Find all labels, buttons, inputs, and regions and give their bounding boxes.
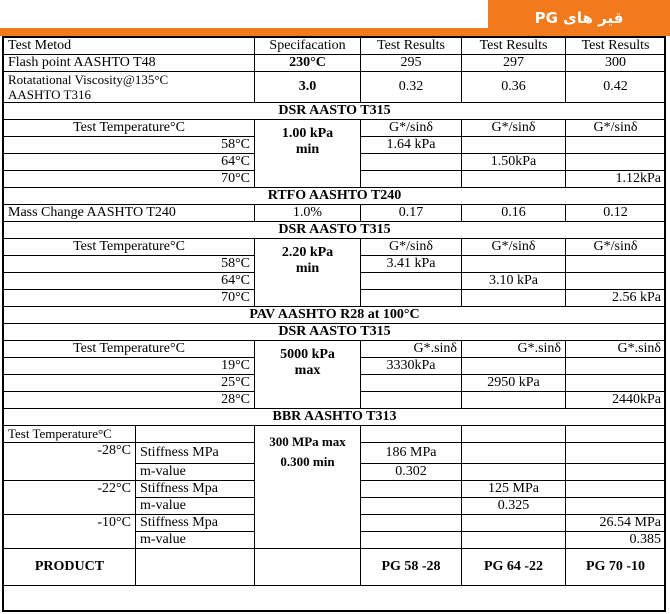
viscosity-result-3: 0.42 [566,72,666,103]
dsr1-value-3: 1.12kPa [566,171,666,188]
flash-point-result-3: 300 [566,55,666,72]
dsr2-param-3: G*/sinδ [566,239,666,256]
bbr-header-row [4,426,666,443]
col-result-3: Test Results [566,38,666,55]
dsr3-spec [255,341,361,409]
dsr3-value-3: 2440kPa [566,392,666,409]
bbr-stiffness-value-2: 125 MPa [462,481,566,498]
dsr2-value-3: 2.56 kPa [566,290,666,307]
column-header-row [4,38,666,55]
bbr-m-value-label-2: m-value [136,498,255,515]
rtfo-section-row [4,188,666,205]
dsr1-param-3: G*/sinδ [566,120,666,137]
bbr-m-value-2: 0.325 [462,498,566,515]
viscosity-label-line1: Rotatational Viscosity@135°C [8,72,169,87]
bbr-m-value-label-1: m-value [136,464,255,481]
viscosity-spec: 3.0 [255,72,361,103]
flash-point-label: Flash point AASHTO T48 [4,55,255,72]
mass-change-row [4,205,666,222]
dsr2-spec-qualifier: min [295,261,320,276]
bbr-m-value-spec: 0.300 min [280,454,335,469]
dsr2-spec-value: 2.20 kPa [281,245,334,260]
product-grade-3: PG 70 -10 [566,549,666,586]
dsr1-spec-qualifier: min [295,142,320,157]
col-result-2: Test Results [462,38,566,55]
viscosity-result-2: 0.36 [462,72,566,103]
dsr1-value-2: 1.50kPa [462,154,566,171]
viscosity-label [4,72,255,103]
dsr1-param-1: G*/sinδ [361,120,462,137]
dsr3-param-3: G*.sinδ [566,341,666,358]
bbr-section-title: BBR AASHTO T313 [4,409,666,426]
dsr1-value-1: 1.64 kPa [361,137,462,154]
dsr1-spec [255,120,361,188]
mass-change-result-3: 0.12 [566,205,666,222]
rtfo-section-title: RTFO AASHTO T240 [4,188,666,205]
flash-point-row [4,55,666,72]
dsr2-param-1: G*/sinδ [361,239,462,256]
dsr1-spec-value: 1.00 kPa [281,126,334,141]
dsr2-temp-3: 70°C [4,290,255,307]
mass-change-label: Mass Change AASHTO T240 [4,205,255,222]
dsr1-header-row [4,120,666,137]
dsr3-section-title: DSR AASTO T315 [4,324,666,341]
dsr2-temp-1: 58°C [4,256,255,273]
flash-point-result-1: 295 [361,55,462,72]
dsr3-spec-qualifier: max [294,363,321,378]
dsr2-param-2: G*/sinδ [462,239,566,256]
mass-change-spec: 1.0% [255,205,361,222]
mass-change-result-1: 0.17 [361,205,462,222]
dsr2-temp-2: 64°C [4,273,255,290]
bbr-stiffness-label-1: Stiffness MPa [136,443,255,464]
dsr3-header-row [4,341,666,358]
dsr1-temp-label: Test Temperature°C [4,120,255,137]
product-label: PRODUCT [4,549,136,586]
dsr2-value-1: 3.41 kPa [361,256,462,273]
bbr-stiffness-value-1: 186 MPa [361,443,462,464]
bbr-m-value-1: 0.302 [361,464,462,481]
dsr2-section-title: DSR AASTO T315 [4,222,666,239]
dsr1-temp-2: 64°C [4,154,255,171]
dsr3-temp-1: 19°C [4,358,255,375]
col-specification: Specifacation [255,38,361,55]
bbr-stiffness-label-3: Stiffness Mpa [136,515,255,532]
dsr3-value-1: 3330kPa [361,358,462,375]
pav-section-title: PAV AASHTO R28 at 100°C [4,307,666,324]
header-title-tab: قیر های PG [488,0,670,36]
dsr2-section-row [4,222,666,239]
dsr3-temp-2: 25°C [4,375,255,392]
product-grade-1: PG 58 -28 [361,549,462,586]
bbr-stiffness-value-3: 26.54 MPa [566,515,666,532]
dsr3-value-2: 2950 kPa [462,375,566,392]
dsr1-section-title: DSR AASTO T315 [4,103,666,120]
col-result-1: Test Results [361,38,462,55]
col-test-method: Test Metod [4,38,255,55]
mass-change-result-2: 0.16 [462,205,566,222]
bbr-stiffness-label-2: Stiffness Mpa [136,481,255,498]
viscosity-row [4,72,666,103]
bbr-temp-3: -10°C [4,515,136,549]
dsr1-temp-3: 70°C [4,171,255,188]
bbr-temp-1: -28°C [4,443,136,481]
dsr2-spec [255,239,361,307]
dsr1-param-2: G*/sinδ [462,120,566,137]
viscosity-result-1: 0.32 [361,72,462,103]
bbr-spec [255,426,361,549]
product-grade-2: PG 64 -22 [462,549,566,586]
pav-section-row [4,307,666,324]
bbr-temp-2: -22°C [4,481,136,515]
dsr3-param-2: G*.sinδ [462,341,566,358]
pg-bitumen-spec-table [3,37,666,586]
bbr-m-value-3: 0.385 [566,532,666,549]
viscosity-label-line2: AASHTO T316 [8,87,91,102]
bbr-stiffness-spec: 300 MPa max [269,434,346,449]
dsr3-spec-value: 5000 kPa [280,347,335,362]
dsr2-value-2: 3.10 kPa [462,273,566,290]
flash-point-result-2: 297 [462,55,566,72]
dsr3-section-row [4,324,666,341]
bbr-section-row [4,409,666,426]
dsr2-header-row [4,239,666,256]
flash-point-spec: 230°C [255,55,361,72]
bbr-temp-label: Test Temperature°C [4,426,136,443]
dsr1-section-row [4,103,666,120]
dsr3-temp-label: Test Temperature°C [4,341,255,358]
dsr1-temp-1: 58°C [4,137,255,154]
dsr2-temp-label: Test Temperature°C [4,239,255,256]
bbr-m-value-label-3: m-value [136,532,255,549]
dsr3-param-1: G*.sinδ [361,341,462,358]
dsr3-temp-3: 28°C [4,392,255,409]
product-row [4,549,666,586]
